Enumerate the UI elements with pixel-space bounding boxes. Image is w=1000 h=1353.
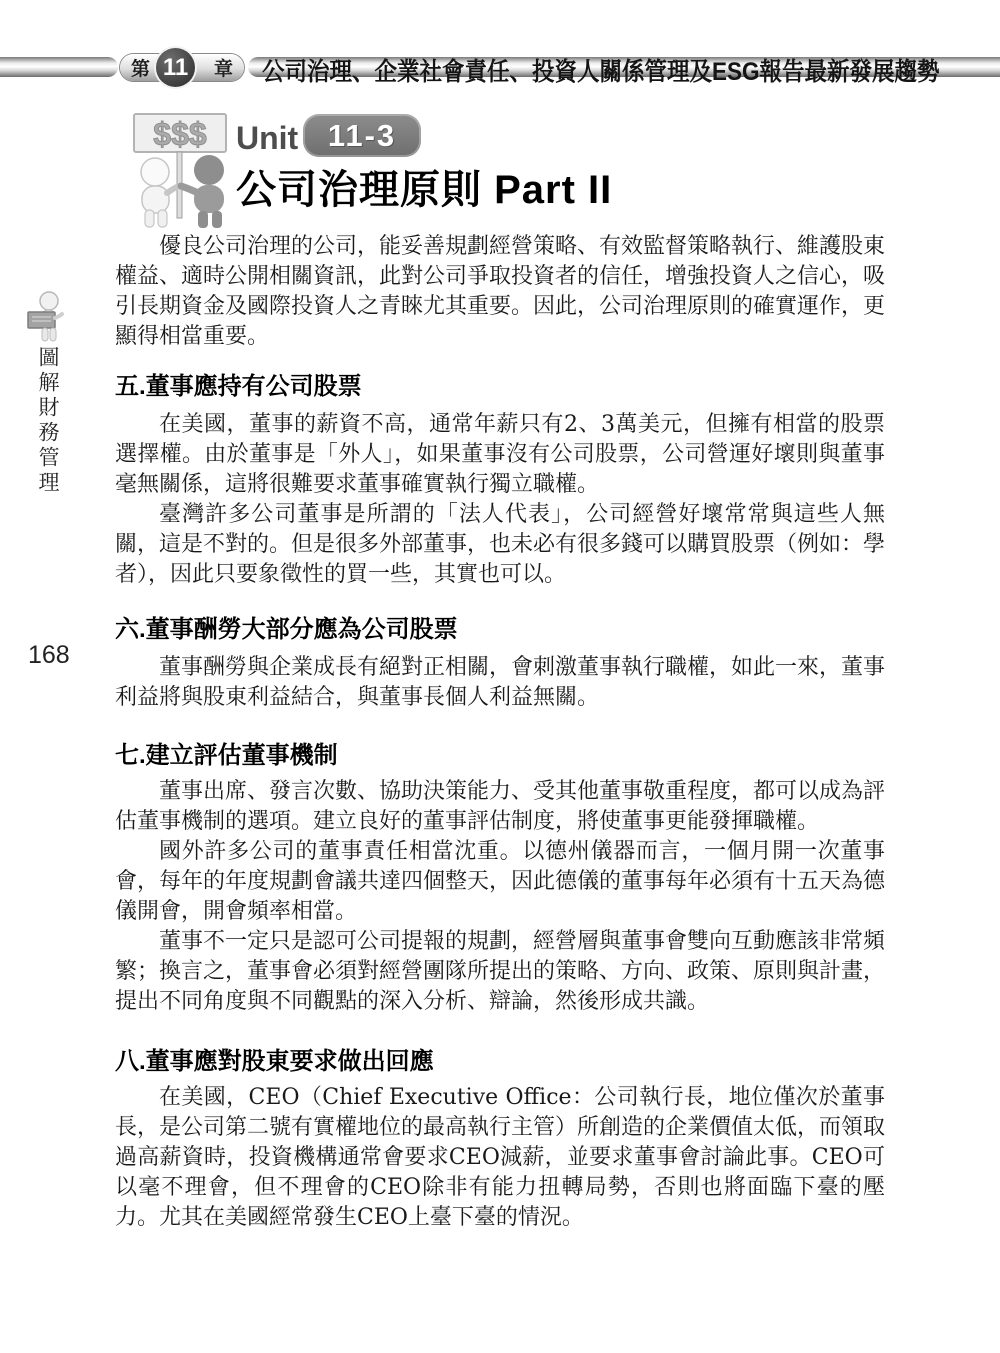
dollar-sign-text: $$$	[153, 116, 207, 152]
unit-title: 公司治理原則 Part II	[236, 168, 613, 212]
paragraph: 在美國，CEO（Chief Executive Office：公司執行長，地位僅次於董事長，是公司第二號有實權地位的最高執行主管）所創造的企業價值太低，而領取過高薪資時，投資機構通常會要求CEO減薪，並要求董事會討論此事。CEO可以毫不理會，但不理會的CEO除非有能力扭轉局勢，否則也將面臨下臺的壓力。尤其在美國經常發生CEO上臺下臺的情況。	[115, 1085, 886, 1230]
main-content	[115, 232, 885, 1233]
paragraph: 國外許多公司的董事責任相當沈重。以德州儀器而言，一個月開一次董事會，每年的年度規劃會議共達四個整天，因此德儀的董事每年必須有十五天為德儀開會，開會頻率相當。	[115, 839, 886, 924]
paragraph: 董事酬勞與企業成長有絕對正相關，會刺激董事執行職權，如此一來，董事利益將與股東利益結合，與董事長個人利益無關。	[115, 655, 886, 710]
chapter-suffix: 章	[213, 59, 233, 80]
chapter-bar-left	[0, 57, 118, 77]
section-heading-8: 八.董事應對股東要求做出回應	[115, 1048, 434, 1075]
paragraph: 董事出席、發言次數、協助決策能力、受其他董事敬重程度，都可以成為評估董事機制的選項。建立良好的董事評估制度，將使董事更能發揮職權。	[115, 779, 886, 834]
chapter-number-badge: 11	[156, 48, 195, 87]
sidebar-book-title: 圖解財務管理	[36, 346, 59, 496]
unit-number-badge: 11-3	[303, 114, 421, 157]
section-heading-7: 七.建立評估董事機制	[115, 742, 338, 769]
money-sign-figures-icon	[124, 108, 252, 236]
paragraph: 在美國，董事的薪資不高，通常年薪只有2、3萬美元，但擁有相當的股票選擇權。由於董事是「外人」，如果董事沒有公司股票，公司營運好壞則與董事毫無關係，這將很難要求董事確實執行獨立職權。	[115, 412, 885, 497]
page-number: 168	[28, 641, 70, 669]
sidebar-figure-icon	[22, 290, 72, 350]
chapter-prefix: 第	[131, 59, 151, 80]
section-heading-5: 五.董事應持有公司股票	[115, 373, 362, 400]
chapter-title: 公司治理、企業社會責任、投資人關係管理及ESG報告最新發展趨勢	[262, 58, 940, 86]
section-heading-6: 六.董事酬勞大部分應為公司股票	[115, 616, 458, 643]
intro-paragraph: 優良公司治理的公司，能妥善規劃經營策略、有效監督策略執行、維護股東權益、適時公開相關資訊，此對公司爭取投資者的信任，增強投資人之信心，吸引長期資金及國際投資人之青睞尤其重要。因此，公司治理原則的確實運作，更顯得相當重要。	[115, 234, 886, 349]
unit-label: Unit	[236, 120, 299, 156]
paragraph: 董事不一定只是認可公司提報的規劃，經營層與董事會雙向互動應該非常頻繁；換言之，董事會必須對經營團隊所提出的策略、方向、政策、原則與計畫，提出不同角度與不同觀點的深入分析、辯論，然後形成共識。	[115, 929, 886, 1014]
paragraph: 臺灣許多公司董事是所謂的「法人代表」，公司經營好壞常常與這些人無關，這是不對的。但是很多外部董事，也未必有很多錢可以購買股票（例如：學者），因此只要象徵性的買一些，其實也可以。	[115, 502, 886, 587]
